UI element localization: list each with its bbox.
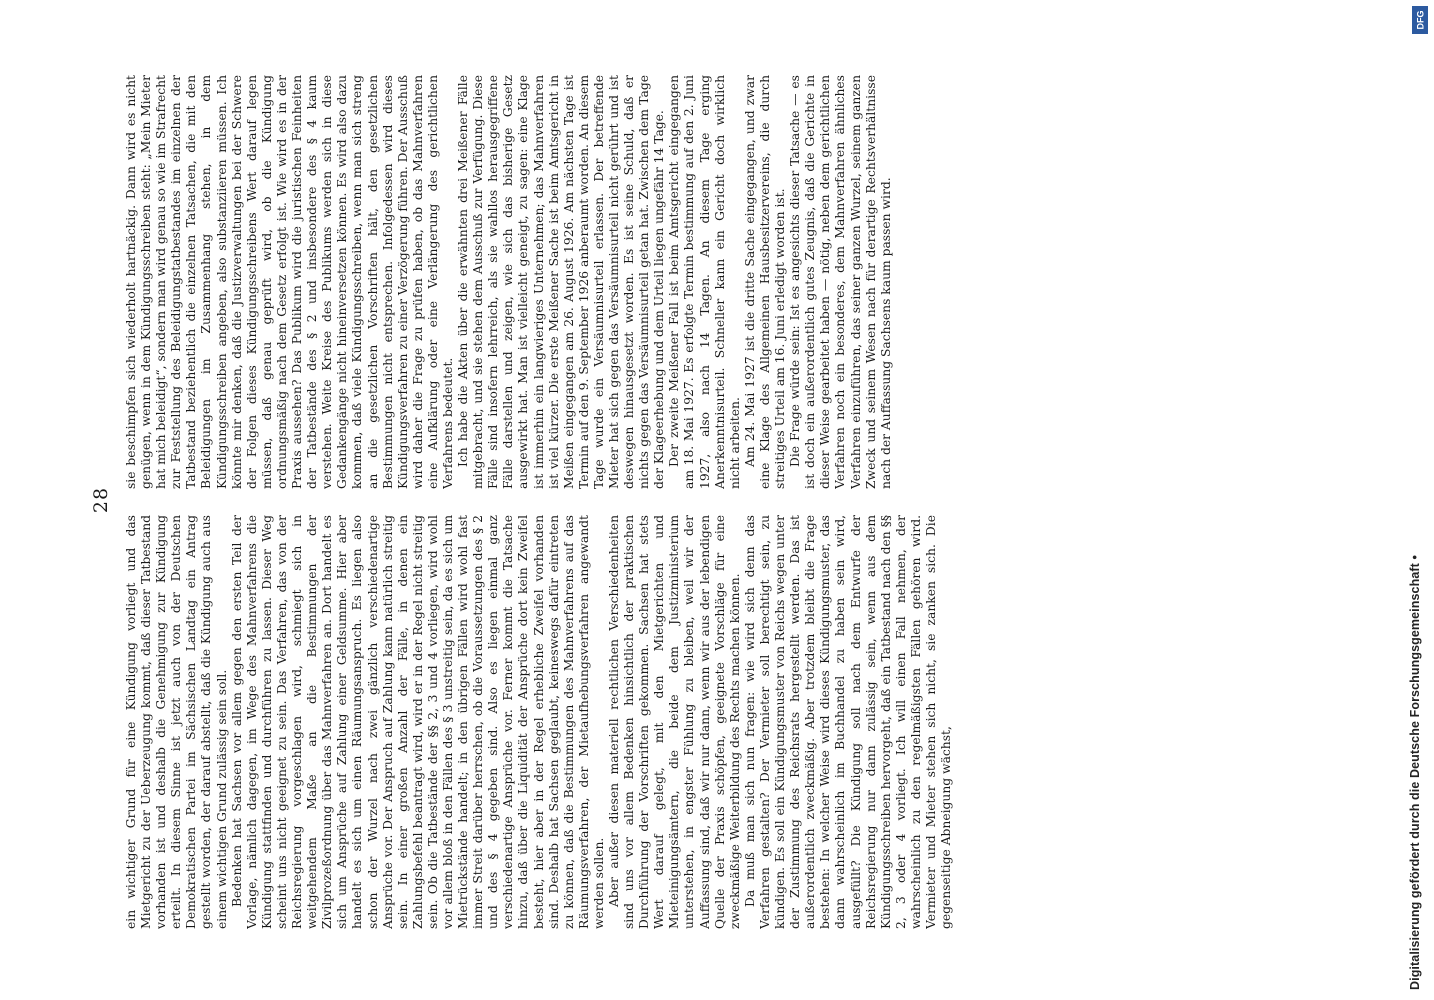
- attribution-text: [1408, 30, 1422, 990]
- paragraph: sie beschimpfen sich wiederholt hartnäckig. Dann wird es nicht genügen, wenn in dem Kündigungsschreiben steht: „Mein Mieter hat mich beleidigt“, sondern man wird genau so wie im Strafrecht zur Feststellung des Beleidigungstatbestandes im einzelnen der Tatbestand beziehentlich die einzelnen Tatsachen, die mit den Beleidigungen im Zusammenhang stehen, in dem Kündigungsschreiben angeben, also substanziieren müssen. Ich könnte mir denken, daß die Justizverwaltungen bei der Schwere der Folgen dieses Kündigungsschreibens Wert darauf legen müssen, daß genau geprüft wird, ob die Kündigung ordnungsmäßig nach dem Gesetz erfolgt ist. Wie wird es in der Praxis aussehen? Das Publikum wird die juristischen Feinheiten der Tatbestände des § 2 und insbesondere des § 4 kaum verstehen. Weite Kreise des Publikums werden sich in diese Gedankengänge nicht hineinversetzen können. Es wird also dazu kommen, daß viele Kündigungsschreiben, wenn man sich streng an die gesetzlichen Vorschriften hält, den gesetzlichen Bestimmungen nicht entsprechen. Infolgedessen wird dieses Kündigungsverfahren zu einer Verzögerung führen. Der Ausschuß wird daher die Frage zu prüfen haben, ob das Mahnverfahren eine Aufklärung oder eine Verlängerung des gerichtlichen Verfahrens bedeutet.: [124, 75, 455, 489]
- paragraph: Am 24. Mai 1927 ist die dritte Sache eingegangen, und zwar eine Klage des Allgemeinen Hausbesitzervereins, die durch streitiges Urteil am 16. Juni erledigt worden ist.: [742, 75, 788, 489]
- paragraph: Da muß man sich nun fragen: wie wird sich denn das Verfahren gestalten? Der Vermieter soll berechtigt sein, zu kündigen. Es soll ein Kündigungsmuster von Reichs wegen unter der Zustimmung des Reichsrats hergestellt werden. Das ist außerordentlich zweckmäßig. Aber trotzdem bleibt die Frage bestehen: In welcher Weise wird dieses Kündigungsmuster, das dann wahrscheinlich im Buchhandel zu haben sein wird, ausgefüllt? Die Kündigung soll nach dem Entwurfe der Reichsregierung nur dann zulässig sein, wenn aus dem Kündigungsschreiben hervorgeht, daß ein Tatbestand nach den §§ 2, 3 oder 4 vorliegt. Ich will einen Fall nehmen, der wahrscheinlich zu den regelmäßigsten Fällen gehören wird. Vermieter und Mieter stehen sich nicht, sie zanken sich. Die gegenseitige Abneigung wächst,: [742, 515, 954, 929]
- text-column-left: [124, 515, 964, 929]
- paragraph: Die Frage würde sein: Ist es angesichts dieser Tatsache — es ist doch ein außerordentlich gutes Zeugnis, daß die Gerichte in dieser Weise gearbeitet haben — nötig, neben dem gerichtlichen Verfahren noch ein besonderes, dem Mahnverfahren ähnliches Verfahren einzuführen, das seiner ganzen Wurzel, seinem ganzen Zweck und seinem Wesen nach für derartige Rechtsverhältnisse nach der Auffassung Sachsens kaum passen wird.: [788, 75, 893, 489]
- text-column-right: [124, 75, 964, 489]
- paragraph: Aber außer diesen materiell rechtlichen Verschiedenheiten sind uns vor allem Bedenken hinsichtlich der praktischen Durchführung der Vorschriften gekommen. Sachsen hat stets Wert darauf gelegt, mit den Mietgerichten und Mieteinigungsämtern, die beide dem Justizministerium unterstehen, in engster Fühlung zu bleiben, weil wir der Auffassung sind, daß wir nur dann, wenn wir aus der lebendigen Quelle der Praxis schöpfen, geeignete Vorschläge für eine zweckmäßige Weiterbildung des Rechts machen können.: [607, 515, 742, 929]
- page-number: 28: [90, 486, 112, 514]
- paragraph: ein wichtiger Grund für eine Kündigung vorliegt und das Mietgericht zu der Ueberzeugung kommt, daß dieser Tatbestand vorhanden ist und deshalb die Genehmigung zur Kündigung erteilt. In diesem Sinne ist jetzt auch von der Deutschen Demokratischen Partei im Sächsischen Landtag ein Antrag gestellt worden, der darauf abstellt, daß die Kündigung auch aus einem wichtigen Grund zulässig sein soll.: [124, 515, 229, 929]
- paragraph: Bedenken hat Sachsen vor allem gegen den ersten Teil der Vorlage, nämlich dagegen, im Wege des Mahnverfahrens die Kündigung stattfinden und durchführen zu lassen. Dieser Weg scheint uns nicht geeignet zu sein. Das Verfahren, das von der Reichsregierung vorgeschlagen wird, schmiegt sich in weitgehendem Maße an die Bestimmungen der Zivilprozeßordnung über das Mahnverfahren an. Dort handelt es sich um Ansprüche auf Zahlung einer Geldsumme. Hier aber handelt es sich um einen Räumungsanspruch. Es liegen also schon der Wurzel nach zwei gänzlich verschiedenartige Ansprüche vor. Der Anspruch auf Zahlung kann natürlich streitig sein. In einer großen Anzahl der Fälle, in denen ein Zahlungsbefehl beantragt wird, wird er in der Regel nicht streitig sein. Ob die Tatbestände der §§ 2, 3 und 4 vorliegen, wird wohl vor allem bloß in den Fällen des § 3 unstreitig sein, da es sich um Mietrückstände handelt; in den übrigen Fällen wird wohl fast immer Streit darüber herrschen, ob die Voraussetzungen des § 2 und des § 4 gegeben sind. Also es liegen einmal ganz verschiedenartige Ansprüche vor. Ferner kommt die Tatsache hinzu, daß über die Liquidität der Ansprüche dort kein Zweifel besteht, hier aber in der Regel erhebliche Zweifel vorhanden sind. Deshalb hat Sachsen geglaubt, keineswegs dafür eintreten zu können, daß die Bestimmungen des Mahnverfahrens auf das Räumungsverfahren, der Mietaufhebungsverfahren angewandt werden sollen.: [229, 515, 606, 929]
- paragraph: Der zweite Meißener Fall ist beim Amtsgericht eingegangen am 18. Mai 1927. Es erfolgte Termin bestimmung auf den 2. Juni 1927, also nach 14 Tagen. An diesem Tage erging Anerkenntnisurteil. Schneller kann ein Gericht doch wirklich nicht arbeiten.: [667, 75, 742, 489]
- attribution-label: Digitalisierung gefördert durch die Deutsche Forschungsgemeinschaft: [1408, 563, 1422, 990]
- dfg-logo: DFG: [1412, 6, 1428, 34]
- attribution-separator: •: [1408, 555, 1422, 560]
- attribution-strip: [1406, 0, 1434, 1000]
- rotated-page-scan: [82, 65, 1296, 935]
- paragraph: Ich habe die Akten über die erwähnten drei Meißener Fälle mitgebracht, und sie stehen dem Ausschuß zur Verfügung. Diese Fälle sind insofern lehrreich, als sie wahllos herausgegriffene Fälle darstellen und zeigen, wie sich das bisherige Gesetz ausgewirkt hat. Man ist vielleicht geneigt, zu sagen: eine Klage ist immerhin ein langwieriges Unternehmen; das Mahnverfahren ist viel kürzer. Die erste Meißener Sache ist beim Amtsgericht in Meißen eingegangen am 26. August 1926. Am nächsten Tage ist Termin auf den 9. September 1926 anberaumt worden. An diesem Tage wurde ein Versäumnisurteil erlassen. Der betreffende Mieter hat sich gegen das Versäumnisurteil nicht gerührt und ist deswegen hinausgesetzt worden. Es ist seine Schuld, daß er nichts gegen das Versäumnisurteil getan hat. Zwischen dem Tage der Klageerhebung und dem Urteil liegen ungefähr 14 Tage.: [456, 75, 667, 489]
